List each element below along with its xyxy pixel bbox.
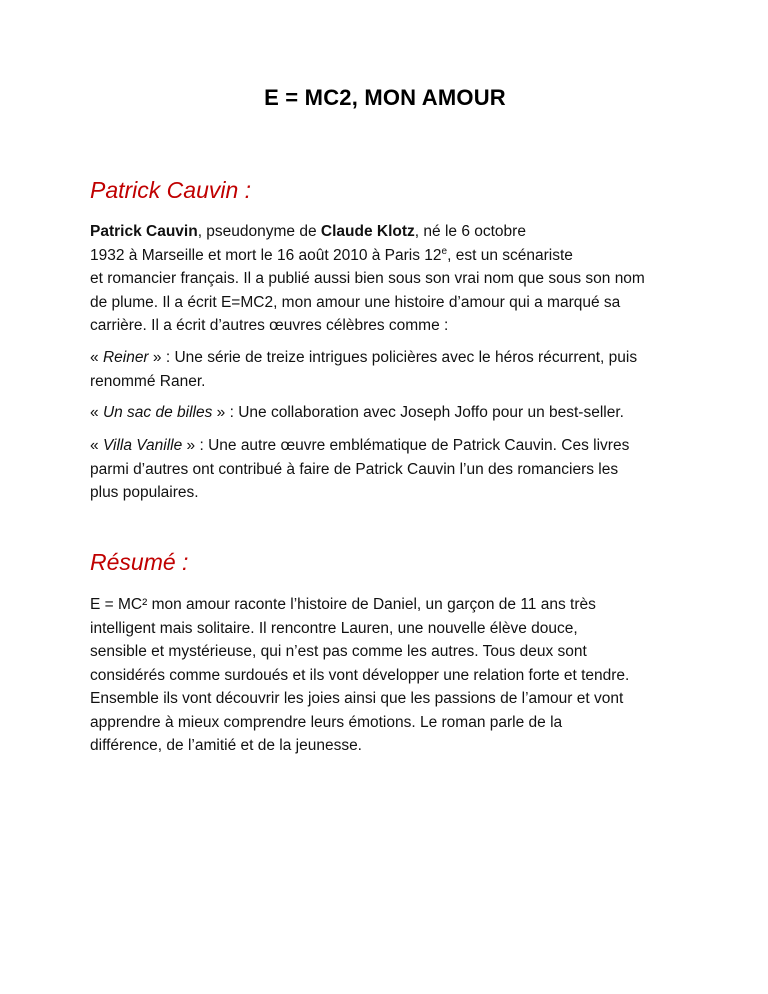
work-title: Un sac de billes (102, 404, 213, 421)
work-2-line-1 (90, 401, 675, 425)
bio-line-2-start: 1932 à Marseille et mort le 16 août 2010 à Paris 12 (90, 246, 442, 264)
work-item-villa-vanille (90, 434, 675, 505)
bio-line-5: carrière. Il a écrit d’autres œuvres célèbres comme : (90, 317, 449, 334)
author-biography (90, 220, 675, 338)
work-1-line-1 (90, 346, 675, 370)
summary-heading: Résumé : (90, 549, 189, 575)
work-title: Villa Vanille (102, 437, 183, 454)
summary-line: considérés comme surdoués et ils vont développer une relation forte et tendre. (90, 666, 630, 684)
work-item-reiner (90, 346, 675, 393)
real-name: Claude Klotz (320, 223, 415, 240)
work-item-un-sac-de-billes (90, 401, 675, 425)
document-title: E = MC2, MON AMOUR (264, 85, 506, 110)
summary-line: E = MC² mon amour raconte l’histoire de Daniel, un garçon de 11 ans très (90, 596, 596, 613)
open-quote: « (90, 349, 103, 366)
bio-line-4: de plume. Il a écrit E=MC2, mon amour une histoire d’amour qui a marqué sa (90, 293, 621, 311)
work-1-line-2: renommé Raner. (90, 372, 206, 390)
work-3-line-1 (90, 434, 675, 458)
open-quote: « (90, 404, 103, 421)
summary-line: apprendre à mieux comprendre leurs émotions. Le roman parle de la (90, 713, 563, 731)
bio-line-3: et romancier français. Il a publié aussi bien sous son vrai nom que sous son nom (90, 270, 645, 287)
close-quote: » (182, 437, 196, 454)
summary-line: sensible et mystérieuse, qui n’est pas comme les autres. Tous deux sont (90, 643, 587, 660)
summary-line: différence, de l’amitié et de la jeunesse. (90, 737, 362, 754)
author-heading: Patrick Cauvin : (90, 177, 252, 203)
arrondissement-superscript: e (441, 245, 448, 257)
summary-line: intelligent mais solitaire. Il rencontre Lauren, une nouvelle élève douce, (90, 619, 578, 637)
close-quote: » (148, 349, 162, 366)
work-3-line-3: plus populaires. (90, 484, 199, 501)
summary-line: Ensemble ils vont découvrir les joies ainsi que les passions de l’amour et vont (90, 690, 624, 707)
work-description: : Une autre œuvre emblématique de Patrick Cauvin. Ces livres (195, 437, 630, 454)
open-quote: « (90, 437, 103, 454)
work-3-line-2: parmi d’autres ont contribué à faire de Patrick Cauvin l’un des romanciers les (90, 460, 619, 478)
bio-line-2-end: , est un scénariste (447, 246, 573, 264)
bio-text-1: , pseudonyme de (197, 223, 321, 240)
close-quote: » (212, 404, 226, 421)
summary-paragraph (90, 593, 675, 758)
bio-line-2 (90, 244, 675, 268)
author-name: Patrick Cauvin (90, 223, 198, 240)
bio-line-1 (90, 220, 675, 244)
work-title: Reiner (102, 349, 149, 366)
bio-text-2: , né le 6 octobre (414, 223, 526, 240)
work-description: : Une collaboration avec Joseph Joffo pour un best-seller. (225, 404, 624, 421)
work-description: : Une série de treize intrigues policières avec le héros récurrent, puis (161, 349, 638, 366)
